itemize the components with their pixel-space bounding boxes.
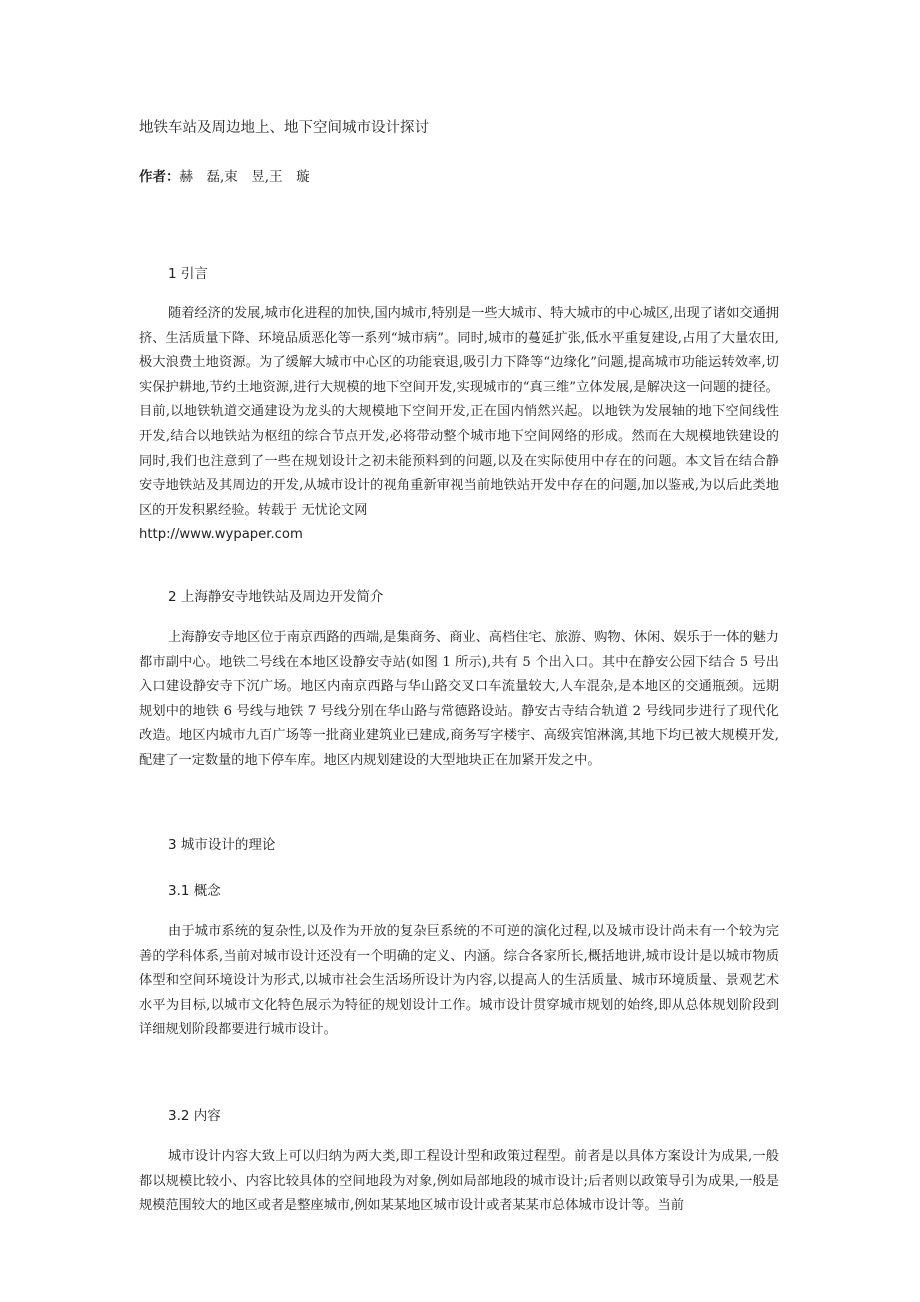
section-1-heading: 1 引言 [168, 266, 208, 282]
section-3-1-paragraph: 由于城市系统的复杂性,以及作为开放的复杂巨系统的不可逆的演化过程,以及城市设计尚未有一个较为完善的学科体系,当前对城市设计还没有一个明确的定义、内涵。综合各家所长,概括地讲,城市设计是以城市物质体型和空间环境设计为形式,以城市社会生活场所设计为内容,以提高人的生活质量、城市环境质量、景观艺术水平为目标,以城市文化特色展示为特征的规划设计工作。城市设计贯穿城市规划的始终,即从总体规划阶段到详细规划阶段都要进行城市设计。 [139, 924, 779, 1038]
section-3-2-paragraph: 城市设计内容大致上可以归纳为两大类,即工程设计型和政策过程型。前者是以具体方案设计为成果,一般都以规模比较小、内容比较具体的空间地段为对象,例如局部地段的城市设计;后者则以政策导引为成果,一般是规模范围较大的地区或者是整座城市,例如某某地区城市设计或者某某市总体城市设计等。当前 [139, 1149, 779, 1214]
document-title: 地铁车站及周边地上、地下空间城市设计探讨 [139, 120, 429, 136]
author-line [139, 165, 310, 185]
author-names: 赫 磊,束 昱,王 璇 [179, 169, 310, 185]
section-3-2-heading: 3.2 内容 [168, 1108, 221, 1124]
source-url: http://www.wypaper.com [139, 527, 303, 543]
section-1-text: 随着经济的发展,城市化进程的加快,国内城市,特别是一些大城市、特大城市的中心城区,出现了诸如交通拥挤、生活质量下降、环境品质恶化等一系列“城市病”。同时,城市的蔓延扩张,低水平重复建设,占用了大量农田,极大浪费土地资源。为了缓解大城市中心区的功能衰退,吸引力下降等“边缘化”问题,提高城市功能运转效率,切实保护耕地,节约土地资源,进行大规模的地下空间开发,实现城市的“真三维”立体发展,是解决这一问题的捷径。目前,以地铁轨道交通建设为龙头的大规模地下空间开发,正在国内悄然兴起。以地铁为发展轴的地下空间线性开发,结合以地铁站为枢纽的综合节点开发,必将带动整个城市地下空间网络的形成。然而在大规模地铁建设的同时,我们也注意到了一些在规划设计之初未能预料到的问题,以及在实际使用中存在的问题。本文旨在结合静安寺地铁站及其周边的开发,从城市设计的视角重新审视当前地铁站开发中存在的问题,加以鉴戒,为以后此类地区的开发积累经验。转载于 无忧论文网 [139, 306, 779, 518]
section-1-paragraph [139, 302, 779, 548]
section-2-heading: 2 上海静安寺地铁站及周边开发简介 [168, 589, 384, 605]
section-3-heading: 3 城市设计的理论 [168, 837, 276, 853]
section-3-1-heading: 3.1 概念 [168, 883, 221, 899]
author-label: 作者： [139, 169, 180, 185]
section-2-paragraph: 上海静安寺地区位于南京西路的西端,是集商务、商业、高档住宅、旅游、购物、休闲、娱乐于一体的魅力都市副中心。地铁二号线在本地区设静安寺站(如图 1 所示),共有 5 个出入口。其中在静安公园下结合 5 号出入口建设静安寺下沉广场。地区内南京西路与华山路交叉口车流量较大,人车混杂,是本地区的交通瓶颈。远期规划中的地铁 6 号线与地铁 7 号线分别在华山路与常德路设站。静安古寺结合轨道 2 号线同步进行了现代化改造。地区内城市九百广场等一批商业建筑业已建成,商务写字楼宇、高级宾馆淋漓,其地下均已被大规模开发,配建了一定数量的地下停车库。地区内规划建设的大型地块正在加紧开发之中。 [139, 630, 779, 768]
